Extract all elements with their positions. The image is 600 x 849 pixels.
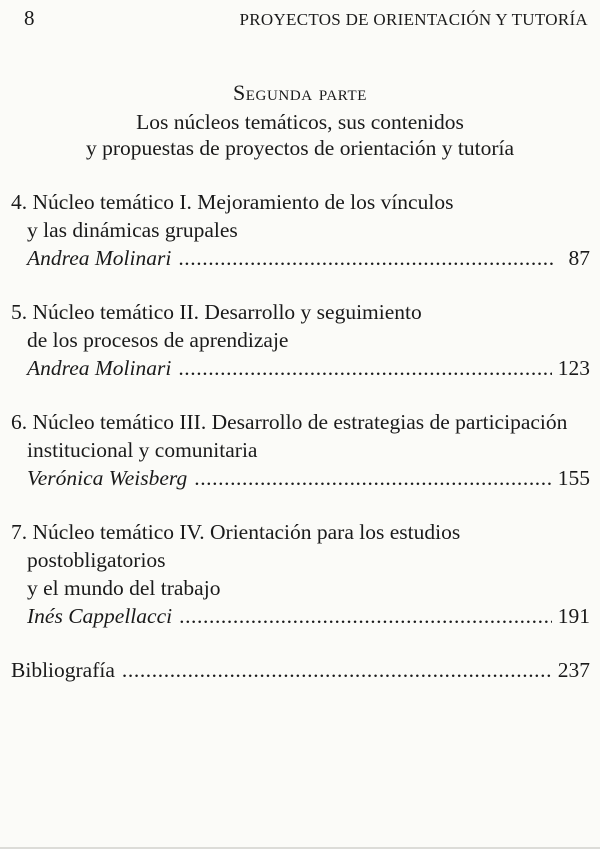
section-title bbox=[0, 109, 600, 161]
entry-title-continuation: de los procesos de aprendizaje bbox=[27, 328, 289, 352]
page-number: 8 bbox=[24, 6, 35, 30]
dot-leader bbox=[179, 602, 552, 630]
entry-title: Núcleo temático IV. Orientación para los estudios postobligatorios bbox=[27, 520, 461, 572]
entry-number: 5. bbox=[11, 300, 28, 324]
dot-leader bbox=[178, 244, 556, 272]
entry-title-continuation: y el mundo del trabajo bbox=[27, 576, 221, 600]
entry-page-number: 123 bbox=[557, 356, 590, 380]
entry-title: Núcleo temático III. Desarrollo de estrategias de participación bbox=[32, 410, 568, 434]
entry-author-line bbox=[27, 602, 590, 630]
toc-entry-6 bbox=[11, 408, 590, 492]
entry-title-continuation: institucional y comunitaria bbox=[27, 438, 258, 462]
section-title-line-1: Los núcleos temáticos, sus contenidos bbox=[136, 110, 464, 134]
toc-entry-4 bbox=[11, 188, 590, 272]
entry-page-number: 191 bbox=[557, 604, 590, 628]
toc-entry-5 bbox=[11, 298, 590, 382]
entry-page-number: 87 bbox=[568, 246, 590, 270]
entry-title-continuation: y las dinámicas grupales bbox=[27, 218, 238, 242]
bibliography-entry bbox=[0, 656, 600, 684]
entry-author-line bbox=[27, 354, 590, 382]
dot-leader bbox=[178, 354, 551, 382]
running-header bbox=[0, 0, 600, 31]
dot-leader bbox=[122, 656, 552, 684]
entry-title-line bbox=[11, 408, 590, 436]
dot-leader bbox=[194, 464, 552, 492]
entry-author: Verónica Weisberg bbox=[27, 466, 188, 490]
bibliography-page-number: 237 bbox=[557, 658, 590, 682]
table-of-contents bbox=[0, 188, 600, 630]
bibliography-label: Bibliografía bbox=[11, 658, 115, 682]
entry-title-line bbox=[11, 518, 590, 574]
entry-title-line bbox=[11, 188, 590, 216]
entry-title: Núcleo temático II. Desarrollo y seguimiento bbox=[32, 300, 422, 324]
part-label: Segunda parte bbox=[232, 80, 368, 105]
toc-entry-7 bbox=[11, 518, 590, 630]
section-title-line-2: y propuestas de proyectos de orientación y tutoría bbox=[85, 136, 515, 160]
entry-author-line bbox=[27, 464, 590, 492]
entry-number: 7. bbox=[11, 520, 28, 544]
entry-title-line bbox=[11, 298, 590, 326]
entry-author: Andrea Molinari bbox=[27, 246, 172, 270]
entry-number: 6. bbox=[11, 410, 28, 434]
entry-title: Núcleo temático I. Mejoramiento de los vínculos bbox=[32, 190, 454, 214]
entry-page-number: 155 bbox=[557, 466, 590, 490]
entry-author: Andrea Molinari bbox=[27, 356, 172, 380]
running-title: PROYECTOS DE ORIENTACIÓN Y TUTORÍA bbox=[239, 10, 588, 29]
section-heading bbox=[0, 81, 600, 161]
entry-number: 4. bbox=[11, 190, 28, 214]
entry-author: Inés Cappellacci bbox=[27, 604, 173, 628]
entry-author-line bbox=[27, 244, 590, 272]
